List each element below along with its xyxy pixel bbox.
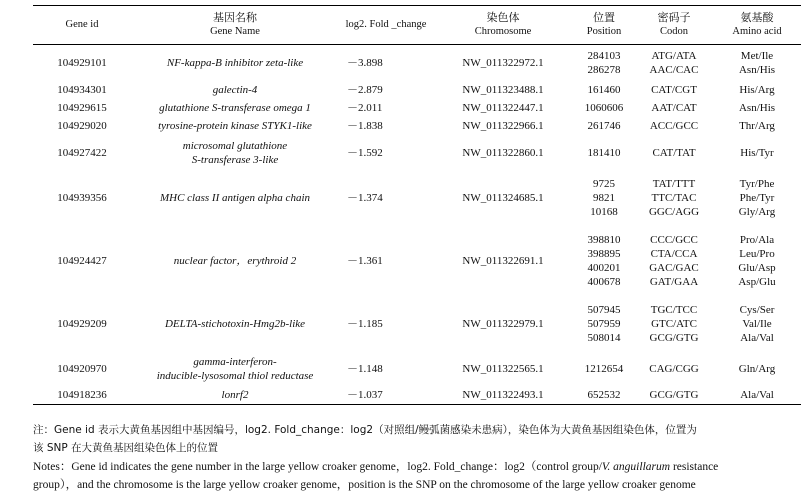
cell-gene-name [131,297,339,351]
cell-gene-id: 104939356 [57,191,107,204]
cell-codon [635,135,713,171]
cell-gene-name-line: gamma-interferon- [193,355,277,368]
cell-amino-acid-line: Gln/Arg [738,362,776,375]
cell-amino-acid-line: Met/Ile [740,49,774,62]
cell-chromosome: NW_011322493.1 [433,387,573,405]
cell-codon-line: CCC/GCC [650,233,698,246]
cell-position [573,117,635,135]
cell-codon-line: GGC/AGG [648,205,700,218]
cell-position [573,99,635,117]
header-codon: 密码子 Codon [657,11,691,37]
cell-chromosome: NW_011322966.1 [462,119,544,132]
cell-amino-acid-line: Tyr/Phe [739,177,775,190]
cell-codon [635,297,713,351]
cell-codon [635,225,713,297]
cell-amino-acid-line: Asn/His [738,101,776,114]
cell-codon-line: ACC/GCC [649,119,699,132]
cell-amino-acid-line: Asn/His [738,63,776,76]
cell-fold-change: －1.374 [347,191,383,204]
cell-amino-acid-line: Thr/Arg [739,119,775,132]
cell-codon-line: AAT/CAT [651,101,697,114]
cell-gene-name [131,99,339,117]
cell-gene-id: 104924427 [57,254,107,267]
cell-position-line: 400678 [587,275,621,288]
cell-fold-change: －1.185 [347,317,383,330]
cell-gene-id: 104929615 [57,101,107,114]
table-body [33,45,801,405]
cell-amino-acid [713,117,801,135]
cell-position [573,135,635,171]
cell-codon-line: GCG/GTG [649,331,699,344]
table-row [33,117,801,135]
table-row [33,351,801,387]
cell-gene-id: 104934301 [57,83,107,96]
cell-fold-change: －1.361 [347,254,383,267]
cell-position-line: 508014 [587,331,621,344]
cell-position [573,225,635,297]
cell-amino-acid-line: Glu/Asp [738,261,776,274]
cell-position-line: 1212654 [584,362,624,375]
cell-fold-change: －1.037 [339,387,433,405]
cell-gene-name-line: S-transferase 3-like [191,153,279,166]
cell-amino-acid-line: Pro/Ala [739,233,775,246]
cell-codon [635,351,713,387]
cell-position [573,45,635,81]
cell-codon-line: GCG/GTG [649,389,699,402]
cell-gene-name [131,387,339,405]
cell-amino-acid-line: His/Tyr [740,146,774,159]
notes-zh-line1: 注：Gene id 表示大黄鱼基因组中基因编号，log2. Fold_change：log2（对照组/鳗弧菌感染未患病），染色体为大黄鱼基因组染色体，位置为 [33,424,697,436]
cell-position-line: 507945 [587,303,621,316]
cell-chromosome: NW_011323488.1 [462,83,544,96]
cell-gene-name-line: tyrosine-protein kinase STYK1-like [158,119,312,132]
cell-gene-name [131,45,339,81]
cell-amino-acid [713,45,801,81]
header-gene-name: 基因名称 Gene Name [210,11,260,37]
cell-gene-id: 104920970 [57,362,107,375]
cell-gene-id: 104929020 [57,119,107,132]
cell-amino-acid-line: Gly/Arg [738,205,776,218]
cell-codon-line: TTC/TAC [651,191,697,204]
cell-gene-id: 104929101 [57,56,107,69]
cell-codon [635,99,713,117]
cell-position [573,171,635,225]
cell-gene-id: 104929209 [57,317,107,330]
table-row [33,225,801,297]
cell-position-line: 284103 [587,49,621,62]
cell-position-line: 400201 [587,261,621,274]
cell-codon-line: GTC/ATC [651,317,697,330]
cell-amino-acid-line: His/Arg [739,83,775,96]
notes-en-line2: group），and the chromosome is the large yellow croaker genome，position is the SNP on the chromosome of the large yellow croaker genome [33,479,696,491]
cell-amino-acid [713,135,801,171]
cell-amino-acid-line: Ala/Val [740,389,774,402]
cell-chromosome: NW_011324685.1 [462,191,544,204]
cell-amino-acid [713,171,801,225]
cell-position-line: 1060606 [584,101,624,114]
cell-codon-line: GAC/GAC [649,261,699,274]
cell-amino-acid [713,225,801,297]
cell-codon [635,81,713,99]
cell-fold-change: －2.879 [347,83,383,96]
cell-position [573,351,635,387]
cell-amino-acid-line: Leu/Pro [739,247,775,260]
cell-position-line: 9725 [593,177,615,190]
cell-amino-acid-line: Phe/Tyr [739,191,775,204]
table-row [33,171,801,225]
cell-position-line: 507959 [587,317,621,330]
table-row [33,387,801,405]
cell-fold-change: －3.898 [347,56,383,69]
cell-amino-acid [713,351,801,387]
cell-gene-name [131,81,339,99]
cell-fold-change: －2.011 [347,101,383,114]
cell-gene-id: 104918236 [33,387,131,405]
cell-codon [635,387,713,405]
cell-position-line: 398895 [587,247,621,260]
cell-codon-line: CTA/CCA [650,247,698,260]
cell-codon [635,117,713,135]
notes-en [33,458,803,494]
cell-position-line: 286278 [587,63,621,76]
cell-fold-change: －1.592 [347,146,383,159]
cell-position-line: 181410 [587,146,621,159]
cell-position-line: 261746 [587,119,621,132]
header-amino-acid: 氨基酸 Amino acid [732,11,782,37]
table-row [33,99,801,117]
cell-fold-change: －1.148 [347,362,383,375]
cell-amino-acid-line: Cys/Ser [739,303,775,316]
cell-chromosome: NW_011322447.1 [462,101,544,114]
cell-position-line: 161460 [587,83,621,96]
table-row [33,297,801,351]
cell-gene-name-line: MHC class II antigen alpha chain [159,191,310,204]
cell-codon-line: CAT/CGT [651,83,697,96]
cell-codon-line: CAG/CGG [649,362,699,375]
cell-chromosome: NW_011322565.1 [462,362,544,375]
cell-codon-line: CAT/TAT [652,146,696,159]
cell-gene-name [131,351,339,387]
table-header [33,6,801,45]
cell-codon-line: ATG/ATA [651,49,697,62]
table-row [33,81,801,99]
cell-position-line: 9821 [593,191,615,204]
cell-gene-name [131,135,339,171]
cell-gene-name [131,171,339,225]
cell-codon-line: TGC/TCC [650,303,698,316]
cell-gene-name [131,225,339,297]
notes-zh [33,421,803,457]
cell-gene-name-line: glutathione S-transferase omega 1 [159,101,311,114]
cell-gene-name-line: nuclear factor，erythroid 2 [173,254,297,267]
cell-position-line: 398810 [587,233,621,246]
header-chromosome: 染色体 Chromosome [474,11,532,37]
cell-chromosome: NW_011322979.1 [462,317,544,330]
header-fold-change: log2. Fold _change [345,19,427,30]
cell-gene-id: 104927422 [57,146,107,159]
cell-gene-name-line: DELTA-stichotoxin-Hmg2b-like [164,317,306,330]
cell-chromosome: NW_011322691.1 [462,254,544,267]
notes-en-line1: Notes：Gene id indicates the gene number in the large yellow croaker genome，log2. Fold_change：log2（control group/V. anguillarum resistance [33,461,719,473]
cell-fold-change: －1.838 [347,119,383,132]
cell-chromosome: NW_011322972.1 [462,56,544,69]
cell-gene-name-line: inducible-lysosomal thiol reductase [156,369,314,382]
cell-position-line: 652532 [587,389,621,402]
cell-codon [635,171,713,225]
cell-gene-name-line: NF-kappa-B inhibitor zeta-like [166,56,304,69]
cell-codon-line: AAC/CAC [649,63,699,76]
cell-amino-acid [713,99,801,117]
cell-amino-acid-line: Val/Ile [742,317,772,330]
snp-table [33,5,801,405]
cell-gene-name-line: galectin-4 [212,83,258,96]
cell-codon-line: GAT/GAA [649,275,699,288]
cell-chromosome: NW_011322860.1 [462,146,544,159]
table-row [33,135,801,171]
cell-position-line: 10168 [590,205,618,218]
cell-gene-name-line: lonrf2 [221,389,249,402]
header-position: 位置 Position [586,11,622,37]
cell-position [573,297,635,351]
cell-position [573,81,635,99]
cell-amino-acid [713,387,801,405]
cell-gene-name [131,117,339,135]
cell-codon-line: TAT/TTT [652,177,696,190]
cell-amino-acid [713,297,801,351]
notes-zh-line2: 该 SNP 在大黄鱼基因组染色体上的位置 [33,442,219,454]
table-row [33,45,801,81]
cell-codon [635,45,713,81]
cell-gene-name-line: microsomal glutathione [182,139,288,152]
header-gene-id: Gene id [65,19,99,30]
cell-position [573,387,635,405]
cell-amino-acid-line: Ala/Val [740,331,774,344]
cell-amino-acid-line: Asp/Glu [738,275,776,288]
cell-amino-acid [713,81,801,99]
